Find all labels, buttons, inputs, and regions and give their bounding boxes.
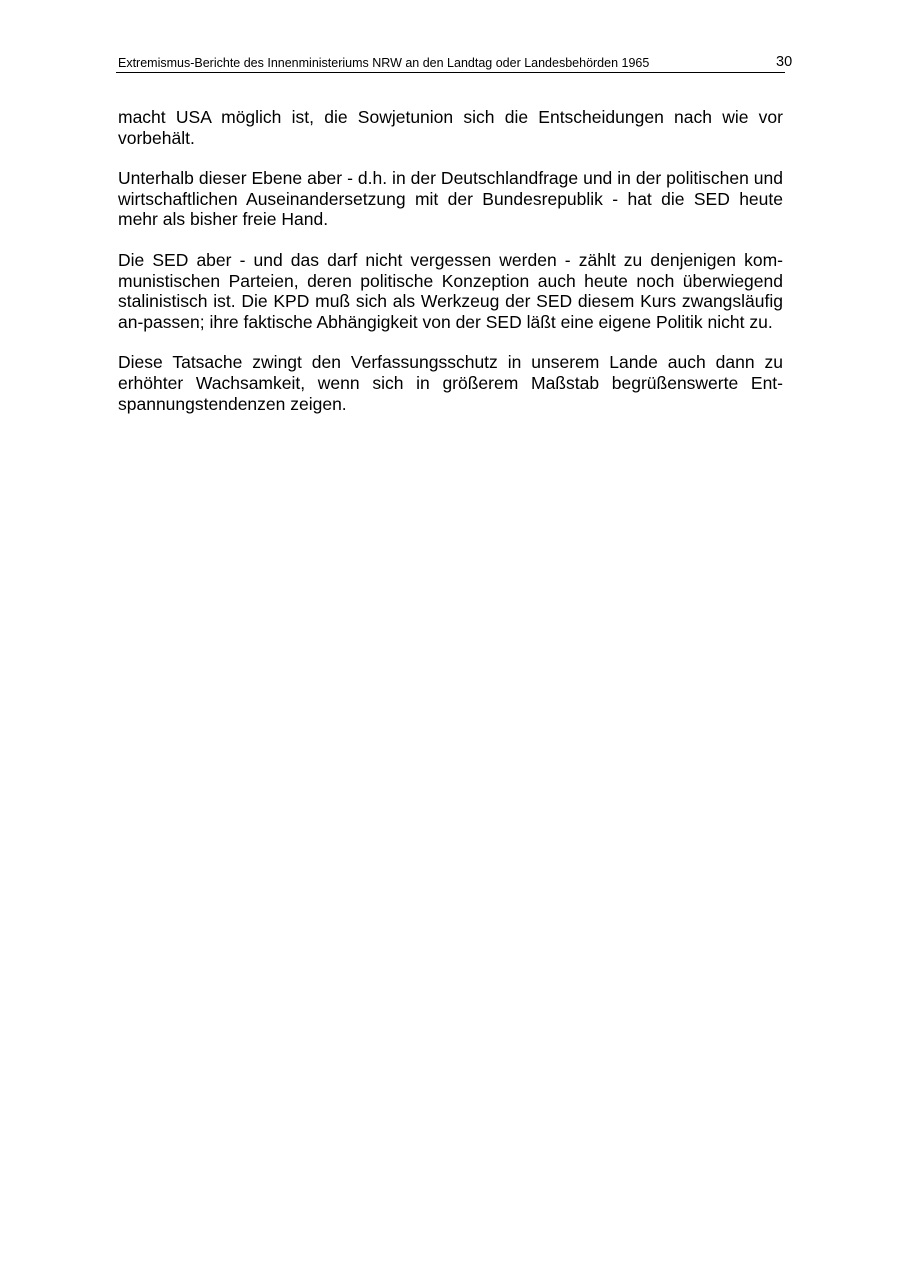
page-header	[116, 54, 785, 73]
document-body	[118, 107, 783, 434]
paragraph: Unterhalb dieser Ebene aber - d.h. in der Deutschlandfrage und in der politischen und wirtschaftlichen Auseinandersetzung mit der Bundesrepublik - hat die SED heute mehr als bisher freie Hand.	[118, 168, 783, 230]
paragraph: Die SED aber - und das darf nicht vergessen werden - zählt zu denjenigen kommunistischen Parteien, deren politische Konzeption auch heute noch überwiegend stalinistisch ist. Die KPD muß sich als Werkzeug der SED diesem Kurs zwangsläufig an-passen; ihre faktische Abhängigkeit von der SED läßt eine eigene Politik nicht zu.	[118, 249, 783, 332]
paragraph: macht USA möglich ist, die Sowjetunion sich die Entscheidungen nach wie vor vorbehält.	[118, 107, 783, 148]
page-number: 30	[776, 54, 793, 70]
paragraph: Diese Tatsache zwingt den Verfassungsschutz in unserem Lande auch dann zu erhöhter Wachsamkeit, wenn sich in größerem Maßstab begrüßenswerte Entspannungstendenzen zeigen.	[118, 352, 783, 414]
header-title: Extremismus-Berichte des Innenministeriums NRW an den Landtag oder Landesbehörden 1965	[118, 56, 650, 70]
